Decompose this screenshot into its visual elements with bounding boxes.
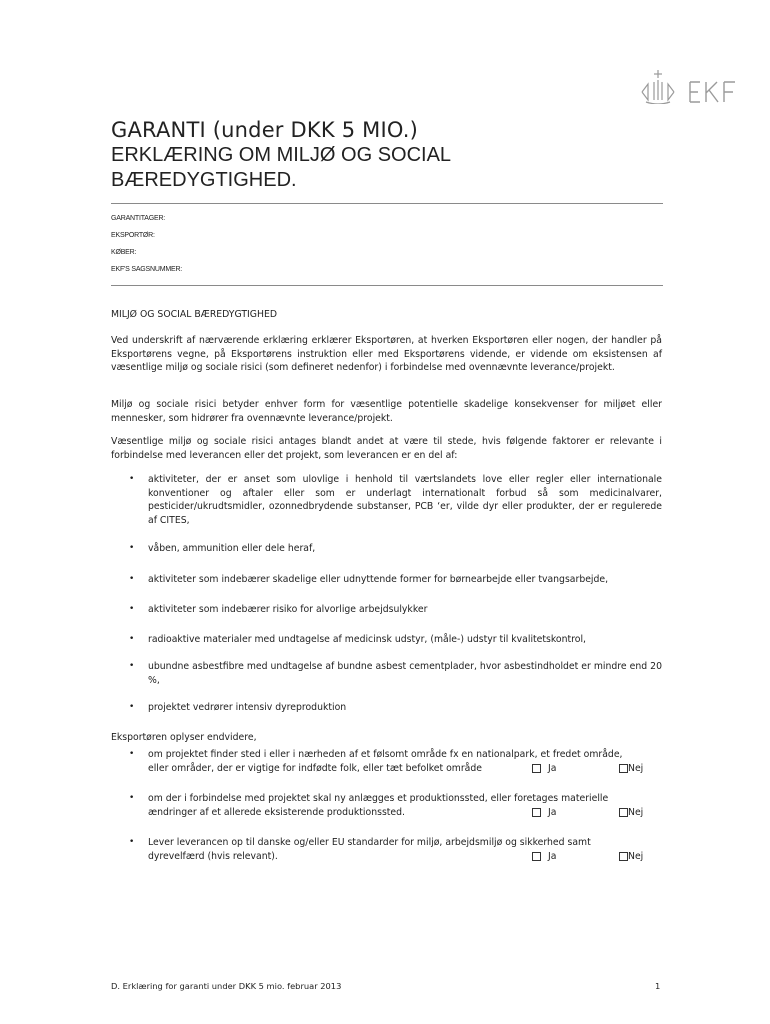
question-3-ja-checkbox[interactable] [532, 852, 541, 861]
question-1-line2: eller områder, der er vigtige for indfødte folk, eller tæt befolket område [148, 763, 483, 774]
question-2-line2: ændringer af et allerede eksisterende produktionssted. [148, 807, 406, 818]
bullet-marker: • [129, 837, 135, 847]
paragraph: Ved underskrift af nærværende erklæring erklærer Eksportøren, at hverken Eksportøren eller nogen, der handler på Eksportørens vegne, på Eksportørens instruktion eller med Eksportørens vidende, er vidende om eksistensen af væsentlige miljø og sociale risici (som defineret nedenfor) i forbindelse med ovennævnte leverance/projekt. [111, 335, 662, 373]
nej-label: Nej [628, 763, 644, 774]
question-3-nej-checkbox[interactable] [619, 852, 628, 861]
bullet-marker: • [129, 634, 135, 644]
divider [111, 285, 663, 286]
ekf-logo [638, 70, 744, 104]
list-item: ubundne asbestfibre med undtagelse af bundne asbest cementplader, hvor asbestindholdet er mindre end 20 %, [148, 661, 662, 686]
field-garantitager: GARANTITAGER: [111, 215, 166, 222]
list-item: aktiviteter som indebærer skadelige eller udnyttende former for børnearbejde eller tvangsarbejde, [148, 574, 609, 585]
ja-label: Ja [548, 763, 557, 774]
question-2-nej-checkbox[interactable] [619, 808, 628, 817]
question-2-line1: om der i forbindelse med projektet skal ny anlægges et produktionssted, eller foretages materielle [148, 793, 609, 804]
question-3-line2: dyrevelfærd (hvis relevant). [148, 851, 278, 862]
page-number: 1 [655, 981, 661, 991]
list-item: radioaktive materialer med undtagelse af medicinsk udstyr, (måle-) udstyr til kvalitetskontrol, [148, 634, 587, 645]
document-title: GARANTI (under DKK 5 MIO.) [111, 118, 419, 142]
bullet-marker: • [129, 749, 135, 759]
section-heading: MILJØ OG SOCIAL BÆREDYGTIGHED [111, 309, 277, 320]
list-item: aktiviteter, der er anset som ulovlige i henhold til værtslandets love eller regler eller internationale konventioner og aftaler eller som er underlagt internationalt forbud så som medicinalvarer, pesticider/ukrudtsmidler, ozonnedbrydende substanser, PCB ‘er, vilde dyr eller produkter, der er regulerede af CITES, [148, 474, 662, 526]
bullet-marker: • [129, 793, 135, 803]
field-kober: KØBER: [111, 249, 137, 256]
question-1-line1: om projektet finder sted i eller i nærheden af et følsomt område fx en nationalpark, et fredet område, [148, 749, 623, 760]
question-1-ja-checkbox[interactable] [532, 764, 541, 773]
field-sagsnummer: EKF'S SAGSNUMMER: [111, 266, 183, 273]
list-item: projektet vedrører intensiv dyreproduktion [148, 702, 347, 713]
crown-icon [638, 70, 744, 104]
list-item: aktiviteter som indebærer risiko for alvorlige arbejdsulykker [148, 604, 428, 615]
bullet-marker: • [129, 574, 135, 584]
exporter-intro: Eksportøren oplyser endvidere, [111, 732, 257, 743]
divider [111, 203, 663, 204]
paragraph: Væsentlige miljø og sociale risici antages blandt andet at være til stede, hvis følgende faktorer er relevante i forbindelse med leverancen eller det projekt, som leverancen er en del af: [111, 436, 662, 461]
nej-label: Nej [628, 807, 644, 818]
field-eksportor: EKSPORTØR: [111, 232, 155, 239]
ja-label: Ja [548, 851, 557, 862]
paragraph: Miljø og sociale risici betyder enhver form for væsentlige potentielle skadelige konsekvenser for miljøet eller mennesker, som hidrører fra ovennævnte leverance/projekt. [111, 399, 662, 424]
footer-text: D. Erklæring for garanti under DKK 5 mio. februar 2013 [111, 981, 342, 991]
bullet-marker: • [129, 604, 135, 614]
ja-label: Ja [548, 807, 557, 818]
document-subtitle: ERKLÆRING OM MILJØ OG SOCIAL BÆREDYGTIGHED. [111, 144, 451, 191]
question-2-ja-checkbox[interactable] [532, 808, 541, 817]
nej-label: Nej [628, 851, 644, 862]
bullet-marker: • [129, 543, 135, 553]
question-1-nej-checkbox[interactable] [619, 764, 628, 773]
list-item: våben, ammunition eller dele heraf, [148, 543, 316, 554]
question-3-line1: Lever leverancen op til danske og/eller EU standarder for miljø, arbejdsmiljø og sikkerhed samt [148, 837, 591, 848]
bullet-marker: • [129, 474, 135, 484]
bullet-marker: • [129, 661, 135, 671]
bullet-marker: • [129, 702, 135, 712]
